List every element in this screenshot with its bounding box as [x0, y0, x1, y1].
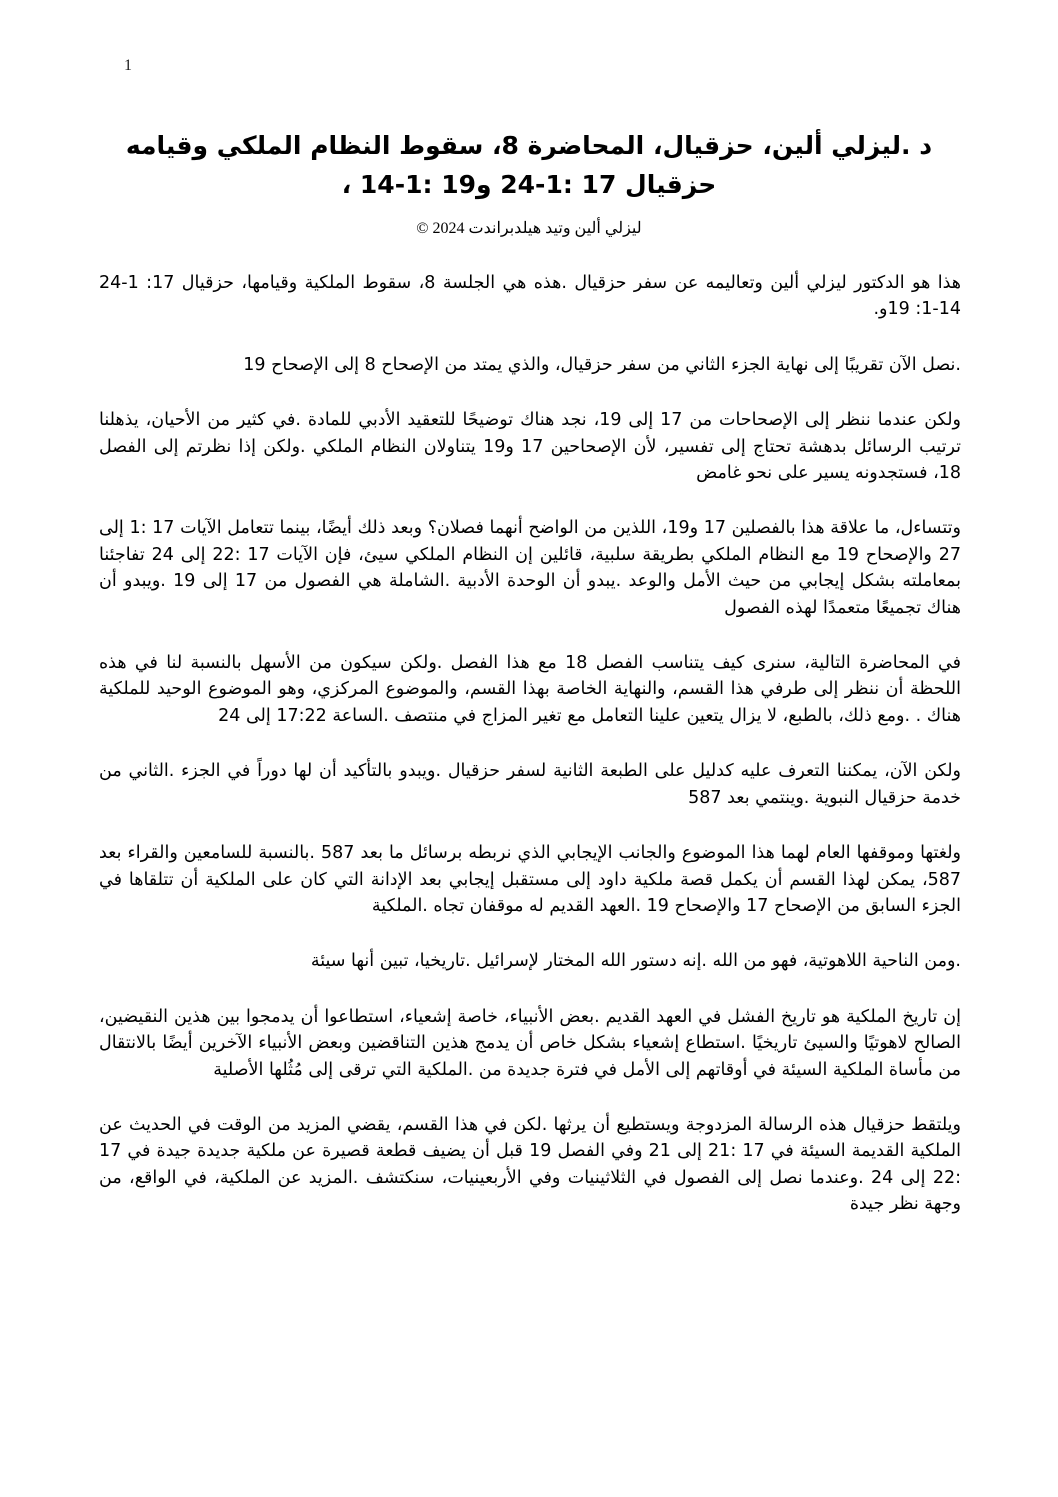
paragraph: وتتساءل، ما علاقة هذا بالفصلين 17 و19، اللذين من الواضح أنهما فصلان؟ وبعد ذلك أيضًا، بينما تتعامل الآيات 17 :1 إلى 27 والإصحاح 19 مع النظام الملكي بطريقة سلبية، قائلين إن النظام الملكي سيئ، فإن الآيات 17 :22 إلى 24 تفاجئنا بمعاملته بشكل إيجابي من حيث الأمل والوعد .يبدو أن الوحدة الأدبية .الشاملة هي الفصول من 17 إلى 19 .ويبدو أن هناك تجميعًا متعمدًا لهذه الفصول	[99, 518, 961, 618]
copyright-line: ليزلي ألين وتيد هيلدبراندت 2024 ©	[416, 220, 642, 237]
paragraph: ولغتها وموقفها العام لهما هذا الموضوع والجانب الإيجابي الذي نربطه برسائل ما بعد 587 .بالنسبة للسامعين والقراء بعد 587، يمكن لهذا القسم أن يكمل قصة ملكية داود إلى مستقبل إيجابي بعد الإدانة التي كان على الملكية أن تتلقاها في الجزء السابق من الإصحاح 17 والإصحاح 19 .العهد القديم له موقفان تجاه .الملكية	[99, 843, 962, 916]
paragraph: إن تاريخ الملكية هو تاريخ الفشل في العهد القديم .بعض الأنبياء، خاصة إشعياء، استطاعوا أن يدمجوا بين هذين النقيضين، الصالح لاهوتيًا والسيئ تاريخيًا .استطاع إشعياء بشكل خاص أن يدمج هذين التناقضين وبعض الأنبياء الآخرين أيضًا بالانتقال من مأساة الملكية السيئة في أوقاتهم إلى الأمل في فترة جديدة من .الملكية التي ترقى إلى مُثُلها الأصلية	[99, 1006, 961, 1080]
paragraph: .نصل الآن تقريبًا إلى نهاية الجزء الثاني من سفر حزقيال، والذي يمتد من الإصحاح 8 إلى الإصحاح 19	[243, 354, 961, 375]
paragraph: ولكن عندما ننظر إلى الإصحاحات من 17 إلى 19، نجد هناك توضيحًا للتعقيد الأدبي للمادة .في كثير من الأحيان، يذهلنا ترتيب الرسائل بدهشة تحتاج إلى تفسير، لأن الإصحاحين 17 و19 يتناولان النظام الملكي .ولكن إذا نظرتم إلى الفصل 18، فستجدونه يسير على نحو غامض	[99, 410, 962, 484]
page-number: 1	[124, 57, 132, 74]
document-title	[99, 126, 959, 204]
paragraph: ويلتقط حزقيال هذه الرسالة المزدوجة ويستطيع أن يرثها .لكن في هذا القسم، يقضي المزيد من الوقت في الحديث عن الملكية القديمة السيئة في 17 :21 إلى 21 وفي الفصل 19 قبل أن يضيف قطعة قصيرة عن ملكية جديدة جيدة في 17 :22 إلى 24 .وعندما نصل إلى الفصول في الثلاثينيات وفي الأربعينيات، سنكتشف .المزيد عن الملكية، في الواقع، من وجهة نظر جيدة	[99, 1114, 961, 1215]
paragraph: .ومن الناحية اللاهوتية، فهو من الله .إنه دستور الله المختار لإسرائيل .تاريخيا، تبين أنها سيئة	[310, 951, 961, 972]
document-body	[99, 270, 961, 1247]
paragraph: في المحاضرة التالية، سنرى كيف يتناسب الفصل 18 مع هذا الفصل .ولكن سيكون من الأسهل بالنسبة لنا في هذه اللحظة أن ننظر إلى طرفي هذا القسم، والنهاية الخاصة بهذا القسم، والموضوع المركزي، وهو الموضوع الوحيد للملكية هناك . .ومع ذلك، بالطبع، لا يزال يتعين علينا التعامل مع تغير المزاج في منتصف .الساعة 17:22 إلى 24	[99, 653, 961, 726]
paragraph: هذا هو الدكتور ليزلي ألين وتعاليمه عن سفر حزقيال .هذه هي الجلسة 8، سقوط الملكية وقيامها، حزقيال 17: 1-24 14-1: 19و.	[99, 273, 961, 320]
paragraph: ولكن الآن، يمكننا التعرف عليه كدليل على الطبعة الثانية لسفر حزقيال .ويبدو بالتأكيد أن لها دوراً في الجزء .الثاني من خدمة حزقيال النبوية .وينتمي بعد 587	[99, 761, 961, 808]
document-title-line2: حزقيال 17 :1-24 و19 :1-14 ،	[341, 170, 717, 199]
document-title-line1: د .ليزلي ألين، حزقيال، المحاضرة 8، سقوط النظام الملكي وقيامه	[125, 131, 933, 160]
